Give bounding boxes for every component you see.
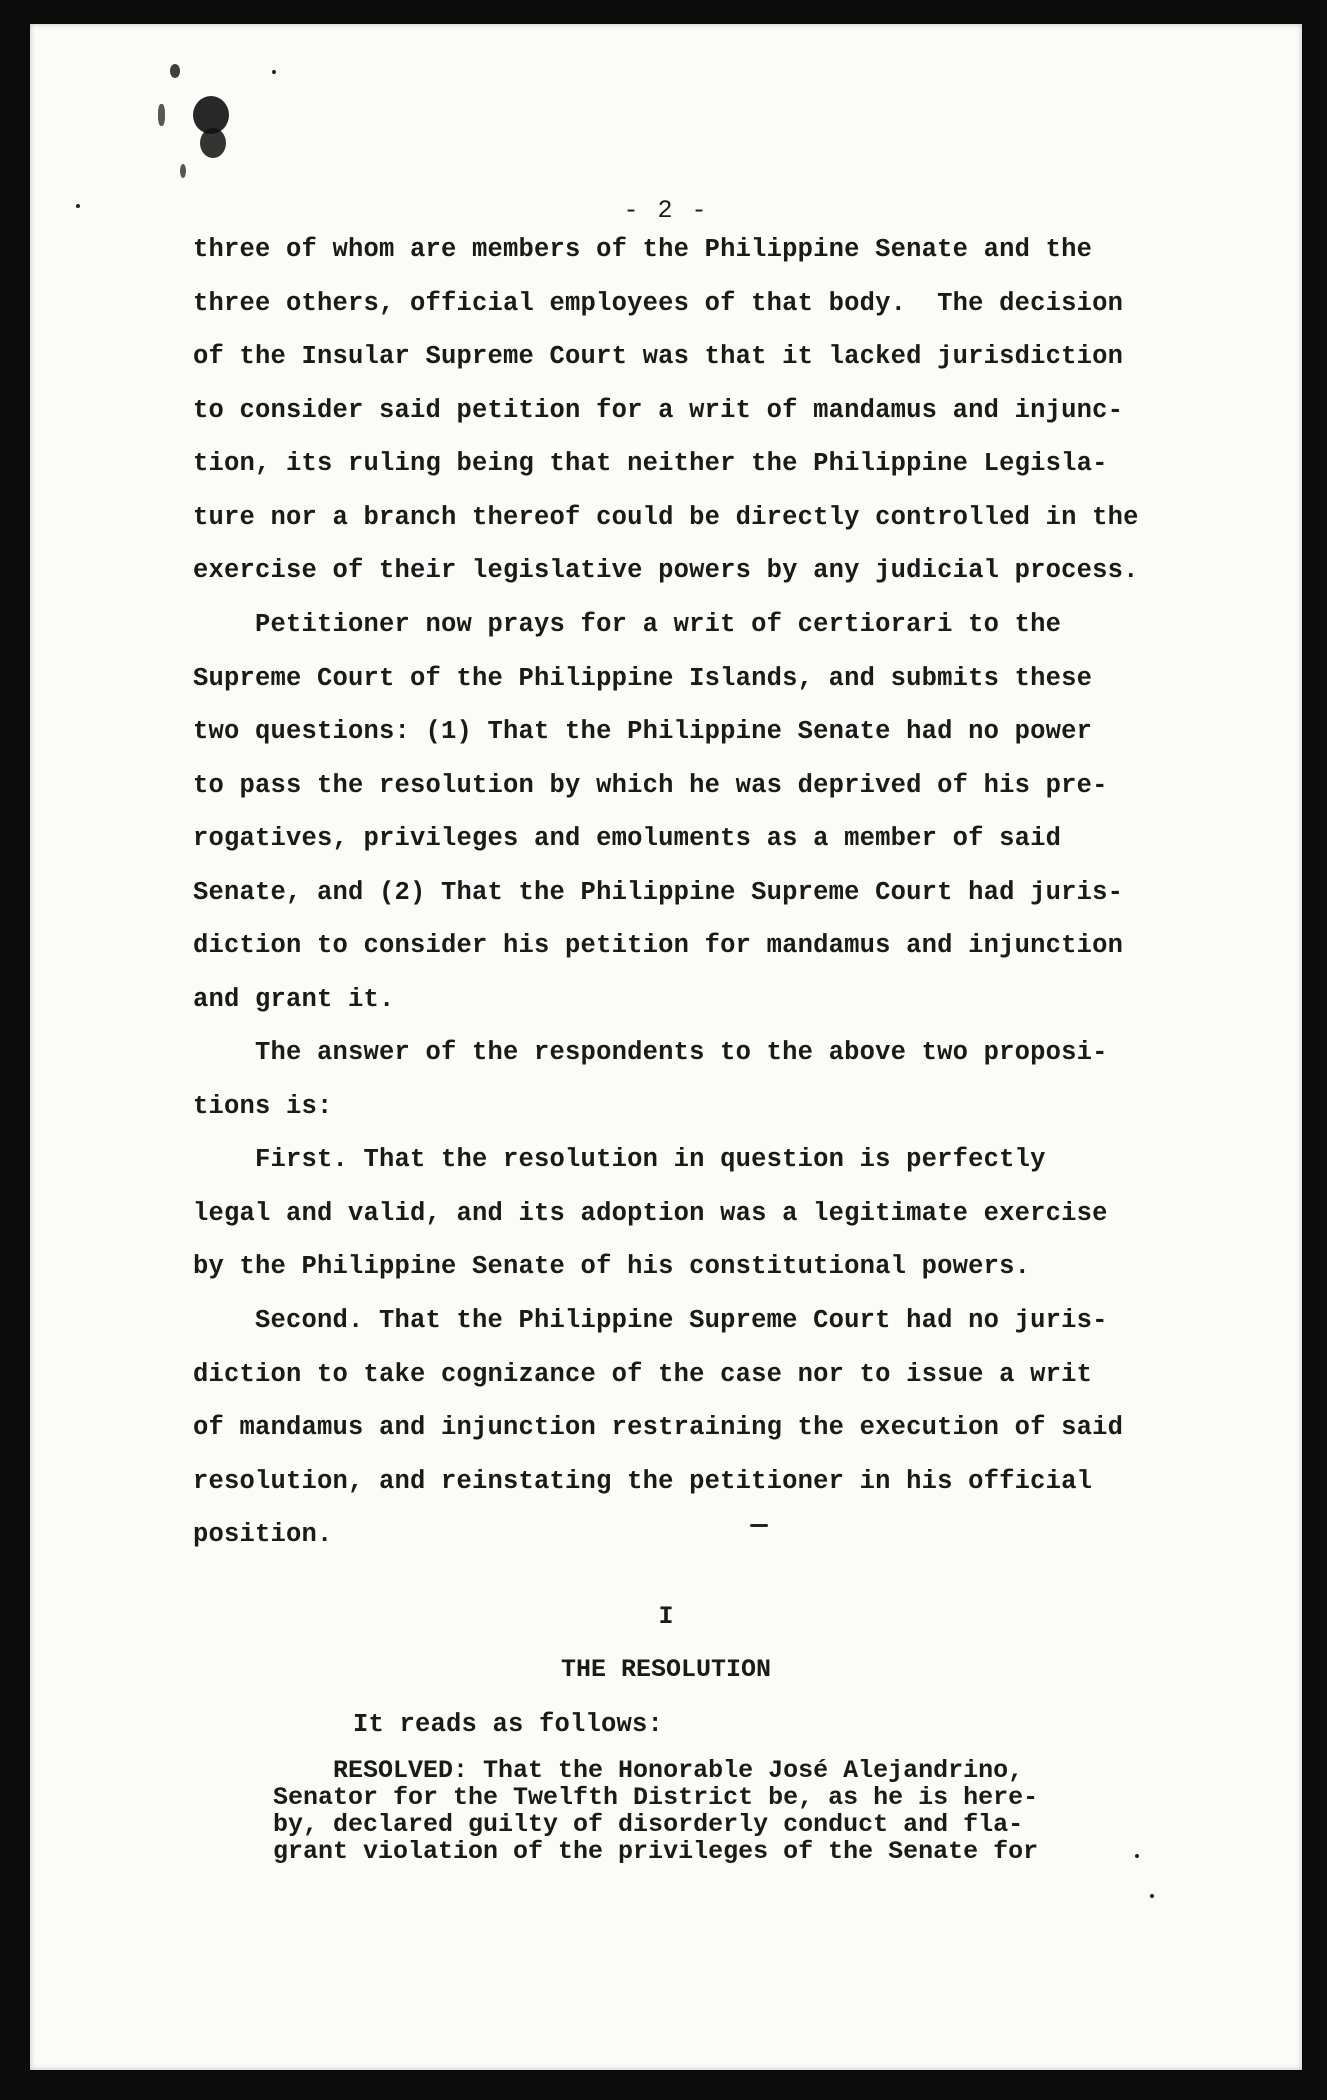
paragraph-3 [193,1026,1193,1133]
document-page [30,24,1302,2070]
text-line: diction to consider his petition for mandamus and injunction [193,931,1124,960]
text-line: The answer of the respondents to the above two proposi- [193,1038,1108,1067]
ink-smudge [180,164,186,178]
paragraph-5 [193,1294,1193,1562]
page-number: - 2 - [623,196,709,225]
quote-line: by, declared guilty of disorderly conduct and fla- [273,1810,1024,1839]
quote-line: Senator for the Twelfth District be, as he is here- [273,1783,1039,1812]
text-line: two questions: (1) That the Philippine Senate had no power [193,717,1093,746]
resolution-quote [273,1757,1173,1865]
text-line: resolution, and reinstating the petitioner in his official [193,1466,1093,1496]
intro-line [353,1698,1327,1752]
text-line: of mandamus and injunction restraining the execution of said [193,1413,1124,1442]
text-line: First. That the resolution in question is perfectly [193,1145,1046,1174]
ink-smudge [170,64,180,78]
section-title: THE RESOLUTION [560,1655,772,1684]
text-line: It reads as follows: [353,1710,664,1739]
text-line: three of whom are members of the Philippine Senate and the [193,235,1093,264]
text-line: Second. That the Philippine Supreme Court had no juris- [193,1306,1108,1335]
paragraph-1 [193,223,1193,598]
text-line: Petitioner now prays for a writ of certiorari to the [193,610,1062,639]
speck [1150,1894,1154,1898]
text-line: Senate, and (2) That the Philippine Supreme Court had juris- [193,877,1124,907]
text-line: tion, its ruling being that neither the Philippine Legisla- [193,449,1108,478]
quote-line: grant violation of the privileges of the Senate for [273,1837,1039,1866]
text-line: legal and valid, and its adoption was a legitimate exercise [193,1198,1108,1228]
text-line: tions is: [193,1091,333,1121]
text-line: Supreme Court of the Philippine Islands, and submits these [193,663,1093,693]
section-number: I [658,1602,674,1631]
text-line: rogatives, privileges and emoluments as a member of said [193,824,1062,853]
paragraph-2 [193,598,1193,1026]
text-line: exercise of their legislative powers by any judicial process. [193,556,1139,585]
text-line: of the Insular Supreme Court was that it lacked jurisdiction [193,342,1124,371]
text-line: by the Philippine Senate of his constitutional powers. [193,1252,1031,1281]
ink-smudge [200,128,226,158]
text-line: three others, official employees of that body. The decision [193,288,1124,318]
text-line: diction to take cognizance of the case nor to issue a writ [193,1359,1093,1389]
text-line: to consider said petition for a writ of mandamus and injunc- [193,395,1124,425]
ink-smudge [158,104,165,126]
text-line: position. [193,1520,333,1549]
text-line: and grant it. [193,984,395,1014]
paragraph-4 [193,1133,1193,1294]
quote-line: RESOLVED: That the Honorable José Alejandrino, [273,1756,1024,1785]
text-line: ture nor a branch thereof could be directly controlled in the [193,502,1139,532]
speck [272,70,276,74]
text-line: to pass the resolution by which he was deprived of his pre- [193,770,1108,800]
